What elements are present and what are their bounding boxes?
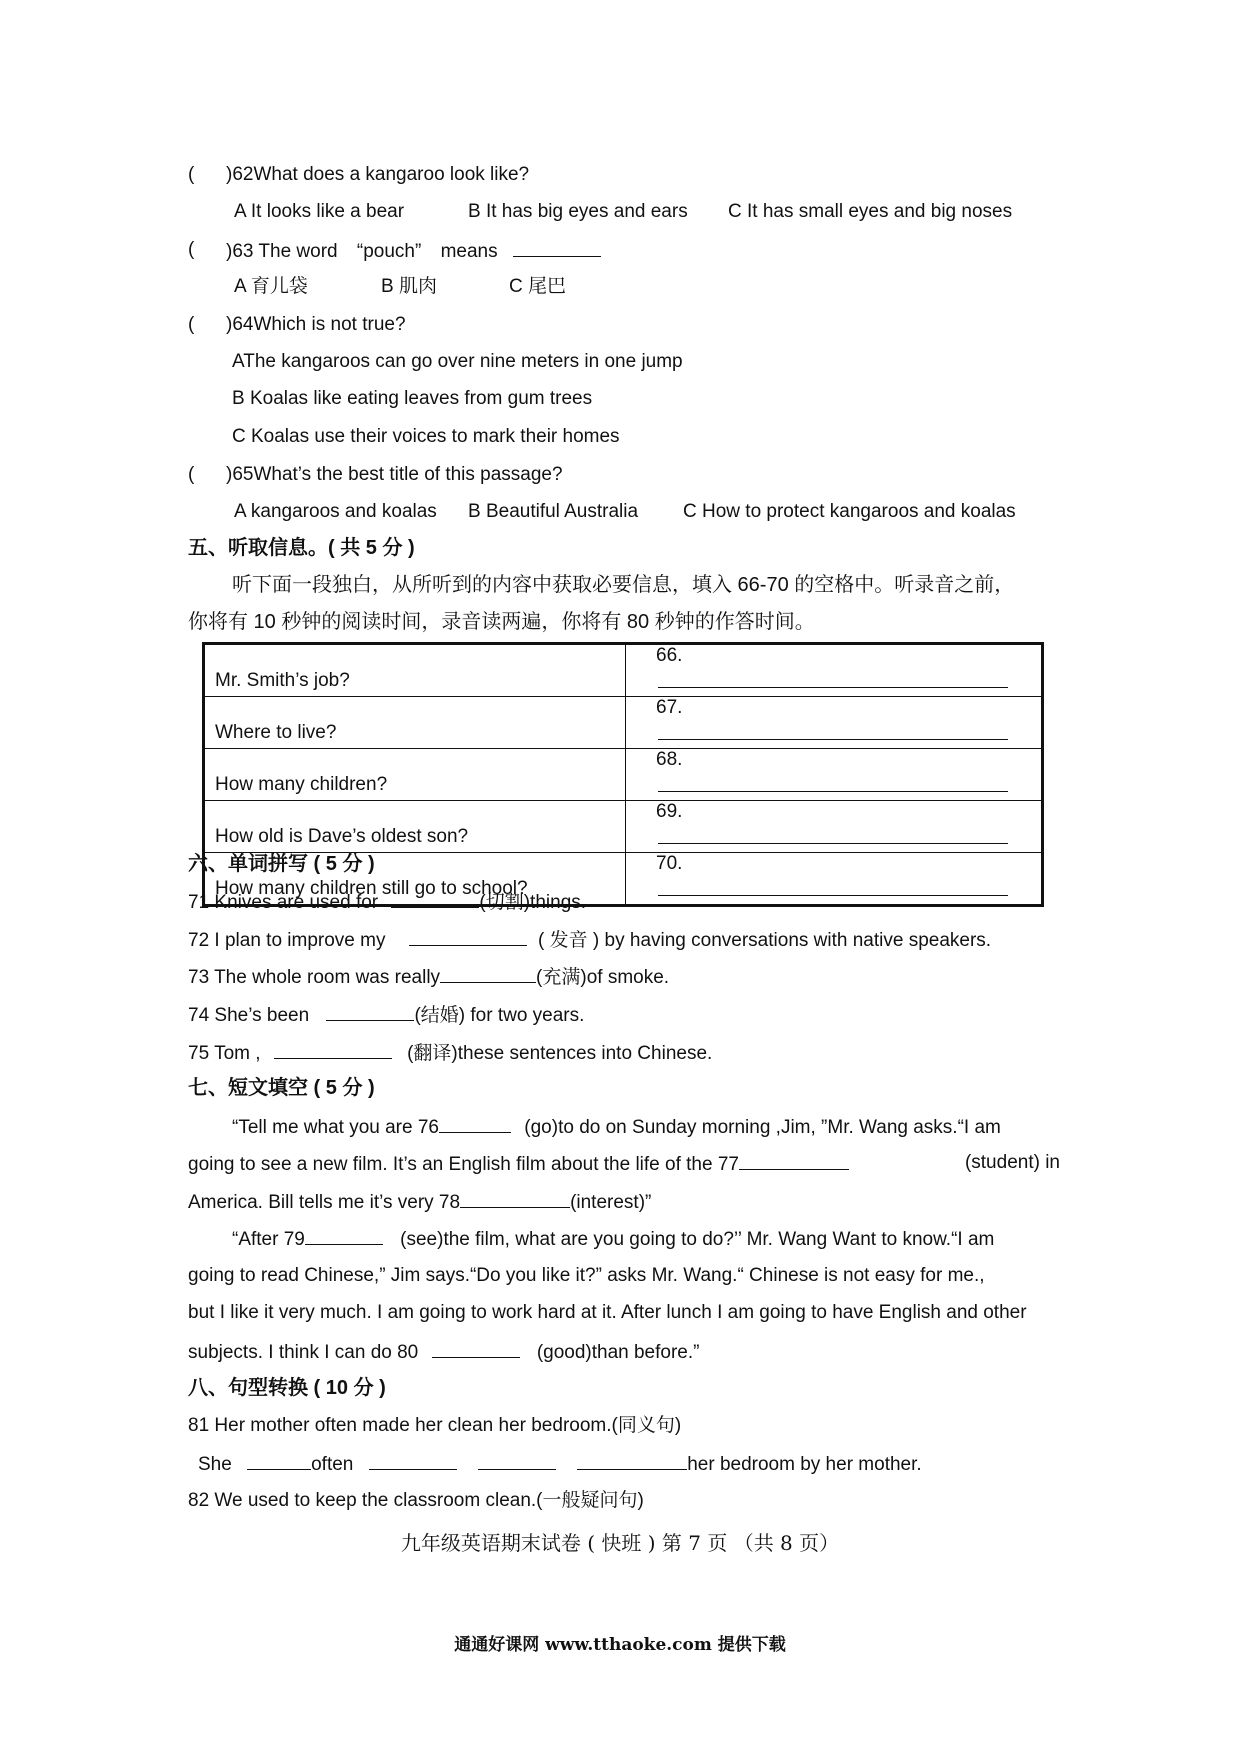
question-71	[188, 889, 586, 915]
answer-line[interactable]	[658, 719, 1008, 740]
question-64: )64Which is not true?	[226, 314, 406, 335]
table-row	[204, 697, 1043, 749]
table-answer-cell[interactable]	[626, 644, 1043, 697]
question-63-word: “pouch”	[356, 241, 422, 262]
question-74-text: 74 She’s been	[188, 1005, 310, 1026]
answer-number: 68.	[656, 749, 683, 770]
option-62-c: C It has small eyes and big noses	[728, 201, 1013, 222]
answer-blank[interactable]	[274, 1040, 392, 1059]
answer-blank[interactable]	[440, 964, 536, 983]
passage-line	[188, 1151, 1060, 1177]
question-63-stem: )63 The word	[226, 241, 338, 262]
question-74	[188, 1002, 584, 1028]
table-row	[204, 749, 1043, 801]
answer-blank[interactable]	[369, 1451, 457, 1470]
question-73-text: 73 The whole room was really	[188, 967, 441, 988]
answer-blank[interactable]	[577, 1451, 687, 1470]
passage-text: (good)than before.”	[536, 1342, 700, 1363]
option-65-a: A kangaroos and koalas	[234, 501, 437, 522]
answer-blank[interactable]	[247, 1451, 311, 1470]
option-65-c: C How to protect kangaroos and koalas	[683, 501, 1016, 522]
rewrite-text: She	[198, 1454, 232, 1475]
answer-blank[interactable]	[391, 889, 479, 908]
section-5-instruction: 听下面一段独白，从所听到的内容中获取必要信息，填入 66-70 的空格中。听录音之前，	[232, 574, 1015, 596]
question-65: )65What’s the best title of this passage?	[226, 464, 563, 485]
passage-text: (go)to do on Sunday morning ,Jim, ”Mr. Wang asks.“I am	[524, 1117, 1001, 1138]
option-62-b: B It has big eyes and ears	[468, 201, 688, 222]
answer-line[interactable]	[658, 667, 1008, 688]
page-footer: 九年级英语期末试卷 ( 快班 ) 第 7 页 （共 8 页）	[400, 1531, 840, 1555]
passage-line	[188, 1189, 651, 1215]
option-64-a: AThe kangaroos can go over nine meters in one jump	[232, 351, 683, 372]
option-63-a: A 育儿袋	[234, 276, 308, 297]
question-75-text: 75 Tom ,	[188, 1043, 261, 1064]
question-71-text: 71 Knives are used for	[188, 892, 379, 913]
question-63-means: means	[440, 241, 498, 262]
table-question: How old is Dave’s oldest son?	[204, 801, 626, 853]
question-81: 81 Her mother often made her clean her bedroom.(同义句)	[188, 1415, 682, 1436]
passage-text: subjects. I think I can do 80	[188, 1342, 419, 1363]
answer-line[interactable]	[658, 823, 1008, 844]
table-question: How many children still go to school?	[204, 853, 626, 906]
answer-blank-80[interactable]	[432, 1339, 520, 1358]
answer-paren: (	[188, 239, 195, 260]
option-64-c: C Koalas use their voices to mark their homes	[232, 426, 620, 447]
answer-blank-79[interactable]	[305, 1226, 383, 1245]
option-64-b: B Koalas like eating leaves from gum trees	[232, 388, 593, 409]
passage-line	[232, 1114, 1001, 1140]
passage-line: but I like it very much. I am going to work hard at it. After lunch I am going to have English and other	[188, 1302, 1027, 1323]
passage-text: (interest)”	[570, 1192, 652, 1213]
option-65-b: B Beautiful Australia	[468, 501, 639, 522]
question-81-rewrite	[198, 1451, 922, 1477]
answer-number: 70.	[656, 853, 683, 874]
question-73-hint: (充满)of smoke.	[536, 967, 670, 988]
section-heading-8: 八、句型转换 ( 10 分 )	[188, 1377, 386, 1399]
question-72-hint: ( 发音 ) by having conversations with native speakers.	[538, 930, 992, 951]
passage-text: “After 79	[232, 1229, 305, 1250]
passage-text: (see)the film, what are you going to do?’’ Mr. Wang Want to know.“I am	[400, 1229, 995, 1250]
question-75-hint: (翻译)these sentences into Chinese.	[407, 1043, 713, 1064]
answer-blank-76[interactable]	[439, 1114, 511, 1133]
passage-text: America. Bill tells me it’s very 78	[188, 1192, 461, 1213]
answer-blank[interactable]	[409, 927, 527, 946]
question-63	[226, 238, 601, 264]
passage-text: going to see a new film. It’s an English film about the life of the 77	[188, 1154, 739, 1175]
answer-blank[interactable]	[513, 238, 601, 257]
question-82: 82 We used to keep the classroom clean.(一般疑问句)	[188, 1490, 644, 1511]
question-71-hint: (切割)things.	[479, 892, 587, 913]
option-63-b: B 肌肉	[381, 276, 437, 297]
section-heading-5: 五、听取信息。( 共 5 分 )	[188, 537, 415, 559]
table-row	[204, 801, 1043, 853]
question-75	[188, 1040, 712, 1066]
table-answer-cell[interactable]	[626, 697, 1043, 749]
answer-line[interactable]	[658, 771, 1008, 792]
passage-line	[232, 1226, 994, 1252]
option-63-c: C 尾巴	[509, 276, 567, 297]
table-row	[204, 644, 1043, 697]
question-72-text: 72 I plan to improve my	[188, 930, 386, 951]
passage-line: going to read Chinese,” Jim says.“Do you like it?” asks Mr. Wang.“ Chinese is not easy for me.,	[188, 1265, 985, 1286]
passage-text: (student) in	[964, 1152, 1060, 1173]
option-62-a: A It looks like a bear	[234, 201, 405, 222]
table-answer-cell[interactable]	[626, 801, 1043, 853]
answer-paren: (	[188, 164, 195, 185]
answer-paren: (	[188, 464, 195, 485]
table-answer-cell[interactable]	[626, 853, 1043, 906]
answer-blank-78[interactable]	[460, 1189, 570, 1208]
question-72	[188, 927, 991, 953]
answer-blank-77[interactable]	[739, 1151, 849, 1170]
section-heading-7: 七、短文填空 ( 5 分 )	[188, 1077, 375, 1099]
question-74-hint: (结婚) for two years.	[414, 1005, 585, 1026]
table-question: How many children?	[204, 749, 626, 801]
answer-line[interactable]	[658, 875, 1008, 896]
section-5-instruction: 你将有 10 秒钟的阅读时间，录音读两遍，你将有 80 秒钟的作答时间。	[188, 611, 815, 633]
section-heading-6: 六、单词拼写 ( 5 分 )	[188, 853, 375, 875]
table-answer-cell[interactable]	[626, 749, 1043, 801]
question-73	[188, 964, 669, 990]
passage-line	[188, 1339, 699, 1365]
answer-paren: (	[188, 314, 195, 335]
answer-blank[interactable]	[478, 1451, 556, 1470]
rewrite-text: often	[311, 1454, 354, 1475]
answer-number: 69.	[656, 801, 683, 822]
answer-number: 67.	[656, 697, 683, 718]
answer-number: 66.	[656, 645, 683, 666]
passage-text: “Tell me what you are 76	[232, 1117, 439, 1138]
answer-blank[interactable]	[326, 1002, 414, 1021]
rewrite-text: her bedroom by her mother.	[687, 1454, 922, 1475]
table-question: Where to live?	[204, 697, 626, 749]
table-question: Mr. Smith’s job?	[204, 644, 626, 697]
question-62: )62What does a kangaroo look like?	[226, 164, 530, 185]
source-footer: 通通好课网 www.tthaoke.com 提供下载	[454, 1635, 786, 1655]
